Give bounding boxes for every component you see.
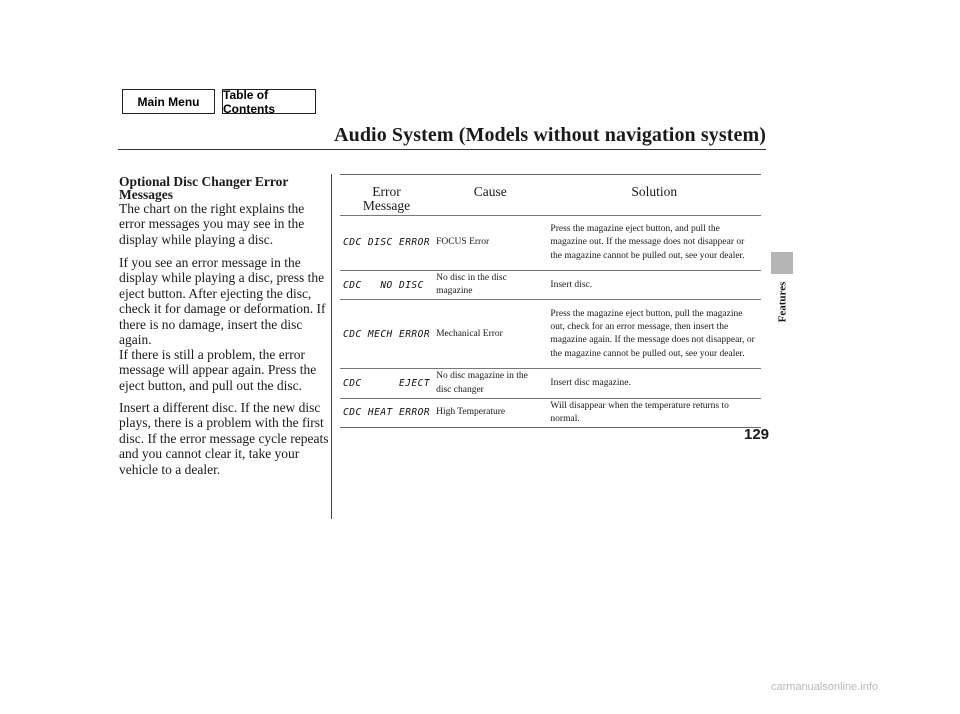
- table-row: [340, 369, 761, 398]
- solution-cell: Press the magazine eject button, and pull the magazine out. If the message does not disappear or the magazine cannot be pulled out, see your dealer.: [547, 216, 761, 271]
- error-message-table: [340, 174, 761, 428]
- section-tab-label: [771, 282, 793, 322]
- paragraph-text: Insert a different disc. If the new disc plays, there is a problem with the first disc. If the error message cycle repeats and you cannot clear it, take your vehicle to a dealer.: [119, 400, 329, 477]
- solution-cell: Insert disc magazine.: [547, 369, 761, 398]
- header-divider: [118, 149, 766, 150]
- table-row: [340, 216, 761, 271]
- cause-cell: FOCUS Error: [433, 216, 547, 271]
- paragraph-text: If there is still a problem, the error message will appear again. Press the eject button, and pull out the disc.: [119, 347, 317, 393]
- cause-cell: No disc in the disc magazine: [433, 271, 547, 300]
- error-message-cell: CDC DISC ERROR: [340, 216, 433, 271]
- solution-cell: Will disappear when the temperature returns to normal.: [550, 400, 729, 425]
- error-message-cell: CDC EJECT: [340, 369, 433, 398]
- header-cause: Cause: [433, 175, 547, 216]
- section-tab-marker: [771, 252, 793, 274]
- cause-cell: Mechanical Error: [433, 300, 547, 369]
- header-error-line1: Error: [372, 184, 401, 199]
- header-solution: Solution: [547, 175, 761, 216]
- paragraph-eject-check: [119, 255, 329, 347]
- page-number: 129: [744, 426, 770, 443]
- error-message-cell: CDC MECH ERROR: [340, 300, 433, 369]
- main-menu-button[interactable]: Main Menu: [122, 89, 215, 114]
- error-message-cell: CDC HEAT ERROR: [343, 407, 431, 419]
- paragraph-different-disc: [119, 400, 329, 477]
- paragraph-text: If you see an error message in the display while playing a disc, press the eject button. After ejecting the disc, check it for damage or deformation. If there is no damage, insert the disc again.: [119, 255, 326, 348]
- cause-cell: No disc magazine in the disc changer: [433, 369, 547, 398]
- table-row: [340, 398, 761, 427]
- cause-cell: High Temperature: [436, 407, 506, 418]
- table-row: [340, 271, 761, 300]
- column-divider: [331, 174, 332, 519]
- table-row: [340, 300, 761, 369]
- paragraph-chart-intro: [119, 201, 329, 247]
- section-title: Optional Disc Changer Error Messages: [119, 174, 289, 202]
- table-header-row: [340, 175, 761, 216]
- paragraph-text: The chart on the right explains the error messages you may see in the display while playing a disc.: [119, 201, 305, 247]
- paragraph-still-problem: [119, 347, 329, 393]
- page-header-title: Audio System (Models without navigation system): [334, 124, 766, 146]
- solution-cell: Insert disc.: [547, 271, 761, 300]
- watermark: carmanualsonline.info: [771, 681, 879, 693]
- header-error-line2: Message: [362, 198, 411, 213]
- header-error-message: [340, 175, 433, 216]
- table-of-contents-button[interactable]: Table of Contents: [222, 89, 316, 114]
- solution-cell: Press the magazine eject button, pull the magazine out, check for an error message, then insert the magazine again. If the message does not disappear, or the magazine cannot be pulled out, see your dealer.: [547, 300, 761, 369]
- error-message-cell: CDC NO DISC: [340, 271, 433, 300]
- section-tab-text: Features: [776, 281, 789, 323]
